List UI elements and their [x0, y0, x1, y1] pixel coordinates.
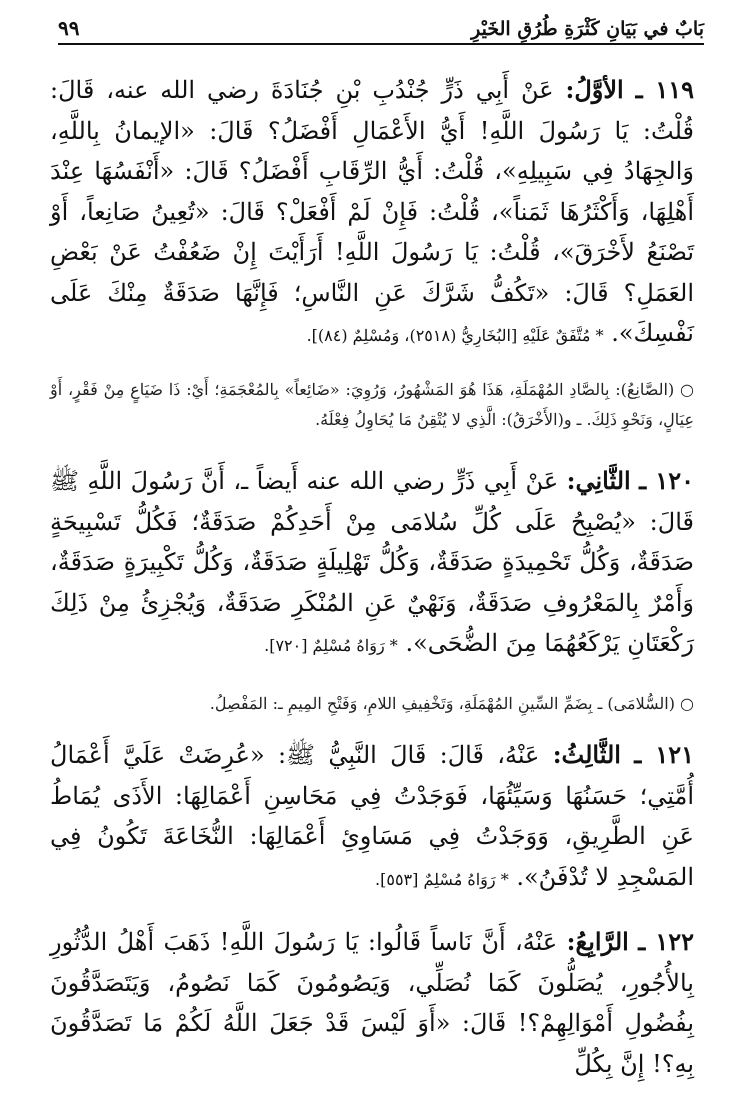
hadith-119 — [50, 70, 694, 357]
hadith-source: * مُتَّفَقٌ عَلَيْهِ [البُخَارِيُّ (٢٥١٨)، وَمُسْلِمٌ (٨٤)]. — [306, 326, 604, 345]
hadith-ordinal: الأوَّلُ: — [565, 75, 624, 104]
hadith-number: ١٢٢ ـ — [638, 927, 694, 956]
hadith-text: عَنْهُ، أَنَّ نَاساً قَالُوا: يَا رَسُولَ اللَّهِ! ذَهَبَ أَهْلُ الدُّثُورِ بِالأُجُورِ، يُصَلُّونَ كَمَا نُصَلِّي، وَيَصُومُونَ كَمَا نَصُومُ، وَيَتَصَدَّقُونَ بِفُضُولِ أَمْوَالِهِمْ؟! قَالَ: «أَوَ لَيْسَ قَدْ جَعَلَ اللَّهُ لَكُمْ مَا تَصَدَّقُونَ بِهِ؟! إِنَّ بِكُلِّ — [50, 928, 694, 1078]
hadith-source: * رَوَاهُ مُسْلِمٌ [٧٢٠]. — [264, 636, 398, 655]
hadith-text: عَنْ أَبِي ذَرٍّ رضي الله عنه أَيضاً ـ، أَنَّ رَسُولَ اللَّهِ ﷺ قَالَ: «يُصْبِحُ عَلَى كُلِّ سُلامَى مِنْ أَحَدِكُمْ صَدَقَةٌ؛ فَكُلُّ تَسْبِيحَةٍ صَدَقَةٌ، وَكُلُّ تَحْمِيدَةٍ صَدَقَةٌ، وَكُلُّ تَهْلِيلَةٍ صَدَقَةٌ، وَكُلُّ تَكْبِيرَةٍ صَدَقَةٌ، وَأَمْرٌ بِالمَعْرُوفِ صَدَقَةٌ، وَنَهْيٌ عَنِ المُنْكَرِ صَدَقَةٌ، وَيُجْزِئُ مِنْ ذَلِكَ رَكْعَتَانِ يَرْكَعُهُمَا مِنَ الضُّحَى». — [50, 467, 694, 657]
footnote-120: ○ (السُّلامَى) ـ بِضَمِّ السِّينِ المُهْمَلَةِ، وَتَخْفِيفِ اللامِ، وَفَتْحِ المِيمِ ـ: المَفْصِلُ. — [209, 694, 694, 713]
hadith-source: * رَوَاهُ مُسْلِمٌ [٥٥٣]. — [375, 869, 509, 889]
hadith-text: عَنْ أَبِي ذَرٍّ جُنْدُبِ بْنِ جُنَادَةَ رضي الله عنه، قَالَ: قُلْتُ: يَا رَسُولَ اللَّهِ! أَيُّ الأَعْمَالِ أَفْضَلُ؟ قَالَ: «الإيمانُ بِاللَّهِ، وَالجِهَادُ فِي سَبِيلِهِ»، قُلْتُ: أَيُّ الرِّقَابِ أَفْضَلُ؟ قَالَ: «أَنْفَسُهَا عِنْدَ أَهْلِهَا، وَأَكْثَرُهَا ثَمَناً»، قُلْتُ: فَإِنْ لَمْ أَفْعَلْ؟ قَالَ: «تُعِينُ صَانِعاً، أَوْ تَصْنَعُ لأَخْرَقَ»، قُلْتُ: يَا رَسُولَ اللَّهِ! أَرَأَيْتَ إِنْ ضَعُفْتُ عَنْ بَعْضِ العَمَلِ؟ قَالَ: «تَكُفُّ شَرَّكَ عَنِ النَّاسِ؛ فَإِنَّهَا صَدَقَةٌ مِنْكَ عَلَى نَفْسِكَ». — [50, 76, 694, 347]
hadith-number: ١٢٠ ـ — [639, 466, 694, 495]
hadith-ordinal: الثَّالِثُ: — [552, 740, 621, 769]
hadith-ordinal: الثَّانِي: — [566, 466, 631, 495]
hadith-122 — [50, 922, 694, 1084]
hadith-number: ١١٩ ـ — [635, 75, 694, 104]
page-header — [58, 6, 704, 45]
chapter-title: بَابٌ في بَيَانِ كَثْرَةِ طُرُقِ الخَيْرِ — [471, 18, 704, 40]
hadith-number: ١٢١ ـ — [634, 740, 694, 769]
footnote-119: ○ (الصَّانِعُ): بِالصَّادِ المُهْمَلَةِ، هَذَا هُوَ المَشْهُورُ، وَرُوِيَ: «ضَائِعاً» بِالمُعْجَمَةِ؛ أَيْ: ذَا ضَيَاعٍ مِنْ فَقْرٍ، أَوْ عِيَالٍ، وَنَحْوِ ذَلِكَ. ـ و(الأَخْرَقُ): الَّذِي لا يُتْقِنُ مَا يُحَاوِلُ فِعْلَهُ. — [50, 380, 694, 429]
hadith-text: عَنْهُ، قَالَ: قَالَ النَّبِيُّ ﷺ: «عُرِضَتْ عَلَيَّ أَعْمَالُ أُمَّتِي؛ حَسَنُهَا وَسَيِّئُهَا، فَوَجَدْتُ فِي مَحَاسِنِ أَعْمَالِهَا: الأَذَى يُمَاطُ عَنِ الطَّرِيقِ، وَوَجَدْتُ فِي مَسَاوِئِ أَعْمَالِهَا: النُّخَاعَةَ تَكُونُ فِي المَسْجِدِ لا تُدْفَنُ». — [50, 741, 694, 891]
hadith-121 — [50, 735, 694, 900]
hadith-120 — [50, 461, 694, 667]
hadith-ordinal: الرَّابِعُ: — [566, 927, 629, 956]
page-number: ٩٩ — [58, 16, 80, 40]
